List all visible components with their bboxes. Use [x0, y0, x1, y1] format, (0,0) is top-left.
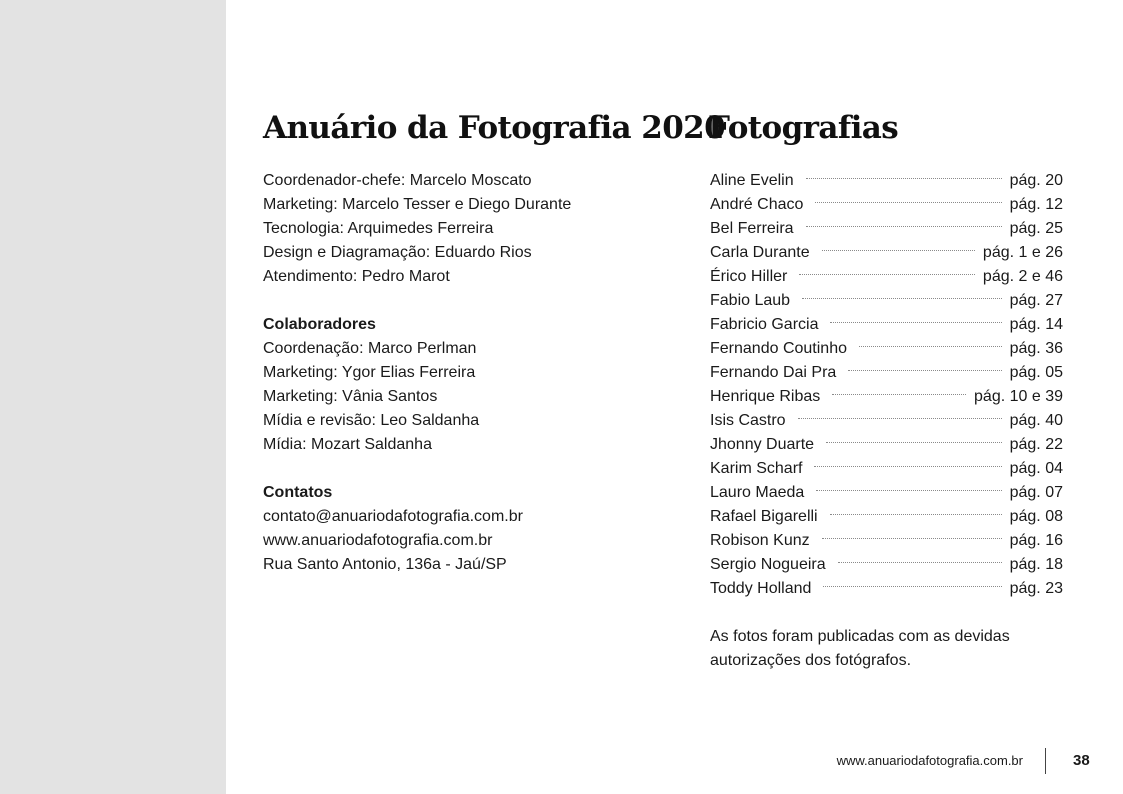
- photographer-page: pág. 12: [1009, 196, 1063, 213]
- side-panel: [0, 0, 226, 794]
- photographer-name: Toddy Holland: [710, 580, 812, 597]
- dot-leader: [814, 466, 1001, 467]
- photographer-page: pág. 40: [1009, 412, 1063, 429]
- collaborators-heading: Colaboradores: [263, 316, 376, 333]
- photographer-page: pág. 36: [1009, 340, 1063, 357]
- contact-address: Rua Santo Antonio, 136a - Jaú/SP: [263, 556, 507, 573]
- credits-column: [263, 106, 726, 577]
- photographer-name: Érico Hiller: [710, 268, 788, 285]
- photographer-page: pág. 10 e 39: [974, 388, 1063, 405]
- contacts-heading: Contatos: [263, 484, 333, 501]
- photographer-name: André Chaco: [710, 196, 804, 213]
- dot-leader: [826, 442, 1002, 443]
- photographer-page: pág. 20: [1009, 172, 1063, 189]
- photographer-page: pág. 05: [1009, 364, 1063, 381]
- photographer-page: pág. 18: [1009, 556, 1063, 573]
- contacts-section: [263, 481, 683, 577]
- staff-line: Atendimento: Pedro Marot: [263, 268, 450, 285]
- photographer-entry: [710, 193, 1063, 217]
- dot-leader: [799, 274, 975, 275]
- photographer-name: Carla Durante: [710, 244, 810, 261]
- collaborator-line: Marketing: Vânia Santos: [263, 388, 438, 405]
- staff-line: Tecnologia: Arquimedes Ferreira: [263, 220, 494, 237]
- dot-leader: [859, 346, 1002, 347]
- photographer-entry: [710, 457, 1063, 481]
- dot-leader: [822, 538, 1002, 539]
- photographer-name: Sergio Nogueira: [710, 556, 826, 573]
- photographers-index: [710, 169, 1063, 601]
- photographer-entry: [710, 577, 1063, 601]
- yearbook-title: Anuário da Fotografia 2020: [263, 110, 726, 146]
- permissions-note: [710, 625, 1063, 673]
- photographer-entry: [710, 217, 1063, 241]
- photographer-name: Isis Castro: [710, 412, 786, 429]
- dot-leader: [838, 562, 1002, 563]
- photographer-entry: [710, 169, 1063, 193]
- dot-leader: [832, 394, 966, 395]
- photographer-name: Fernando Dai Pra: [710, 364, 837, 381]
- dot-leader: [816, 490, 1001, 491]
- photographer-entry: [710, 481, 1063, 505]
- dot-leader: [815, 202, 1001, 203]
- contact-website: www.anuariodafotografia.com.br: [263, 532, 493, 549]
- photographer-page: pág. 16: [1009, 532, 1063, 549]
- photographer-page: pág. 23: [1009, 580, 1063, 597]
- photographer-page: pág. 22: [1009, 436, 1063, 453]
- photographer-page: pág. 2 e 46: [982, 268, 1063, 285]
- photographer-page: pág. 14: [1009, 316, 1063, 333]
- photographer-name: Fabio Laub: [710, 292, 791, 309]
- collaborators-section: [263, 313, 683, 457]
- dot-leader: [830, 322, 1001, 323]
- photographer-entry: [710, 265, 1063, 289]
- photographer-entry: [710, 337, 1063, 361]
- dot-leader: [798, 418, 1002, 419]
- staff-line: Coordenador-chefe: Marcelo Moscato: [263, 172, 532, 189]
- note-line: autorizações dos fotógrafos.: [710, 652, 912, 669]
- photographer-name: Aline Evelin: [710, 172, 794, 189]
- photographer-page: pág. 07: [1009, 484, 1063, 501]
- collaborator-line: Mídia: Mozart Saldanha: [263, 436, 432, 453]
- dot-leader: [823, 586, 1001, 587]
- photographer-name: Fernando Coutinho: [710, 340, 847, 357]
- photographer-name: Karim Scharf: [710, 460, 803, 477]
- photographer-page: pág. 08: [1009, 508, 1063, 525]
- photographer-name: Henrique Ribas: [710, 388, 821, 405]
- photographer-entry: [710, 553, 1063, 577]
- photographer-page: pág. 27: [1009, 292, 1063, 309]
- footer-url: www.anuariodafotografia.com.br: [836, 753, 1023, 768]
- photographer-entry: [710, 409, 1063, 433]
- photographer-entry: [710, 505, 1063, 529]
- photographer-entry: [710, 241, 1063, 265]
- photographer-entry: [710, 529, 1063, 553]
- note-line: As fotos foram publicadas com as devidas: [710, 628, 1010, 645]
- dot-leader: [806, 226, 1002, 227]
- staff-line: Marketing: Marcelo Tesser e Diego Durante: [263, 196, 572, 213]
- photographs-title: Fotografias: [708, 110, 899, 146]
- photographer-page: pág. 25: [1009, 220, 1063, 237]
- photographer-name: Fabricio Garcia: [710, 316, 819, 333]
- photographer-page: pág. 1 e 26: [982, 244, 1063, 261]
- collaborator-line: Marketing: Ygor Elias Ferreira: [263, 364, 476, 381]
- photographer-entry: [710, 289, 1063, 313]
- photographer-name: Robison Kunz: [710, 532, 810, 549]
- staff-list: [263, 169, 683, 289]
- photographer-name: Bel Ferreira: [710, 220, 794, 237]
- photographer-entry: [710, 313, 1063, 337]
- dot-leader: [848, 370, 1001, 371]
- page-number: 38: [1073, 752, 1090, 769]
- footer-divider: [1045, 748, 1046, 774]
- dot-leader: [802, 298, 1002, 299]
- photographer-entry: [710, 433, 1063, 457]
- photographer-page: pág. 04: [1009, 460, 1063, 477]
- staff-line: Design e Diagramação: Eduardo Rios: [263, 244, 532, 261]
- photographer-entry: [710, 385, 1063, 409]
- photographer-name: Jhonny Duarte: [710, 436, 815, 453]
- dot-leader: [830, 514, 1002, 515]
- dot-leader: [806, 178, 1002, 179]
- collaborator-line: Coordenação: Marco Perlman: [263, 340, 477, 357]
- photographers-column: [710, 106, 1063, 673]
- photographer-entry: [710, 361, 1063, 385]
- contact-email: contato@anuariodafotografia.com.br: [263, 508, 523, 525]
- photographer-name: Rafael Bigarelli: [710, 508, 818, 525]
- collaborator-line: Mídia e revisão: Leo Saldanha: [263, 412, 480, 429]
- dot-leader: [822, 250, 975, 251]
- photographer-name: Lauro Maeda: [710, 484, 805, 501]
